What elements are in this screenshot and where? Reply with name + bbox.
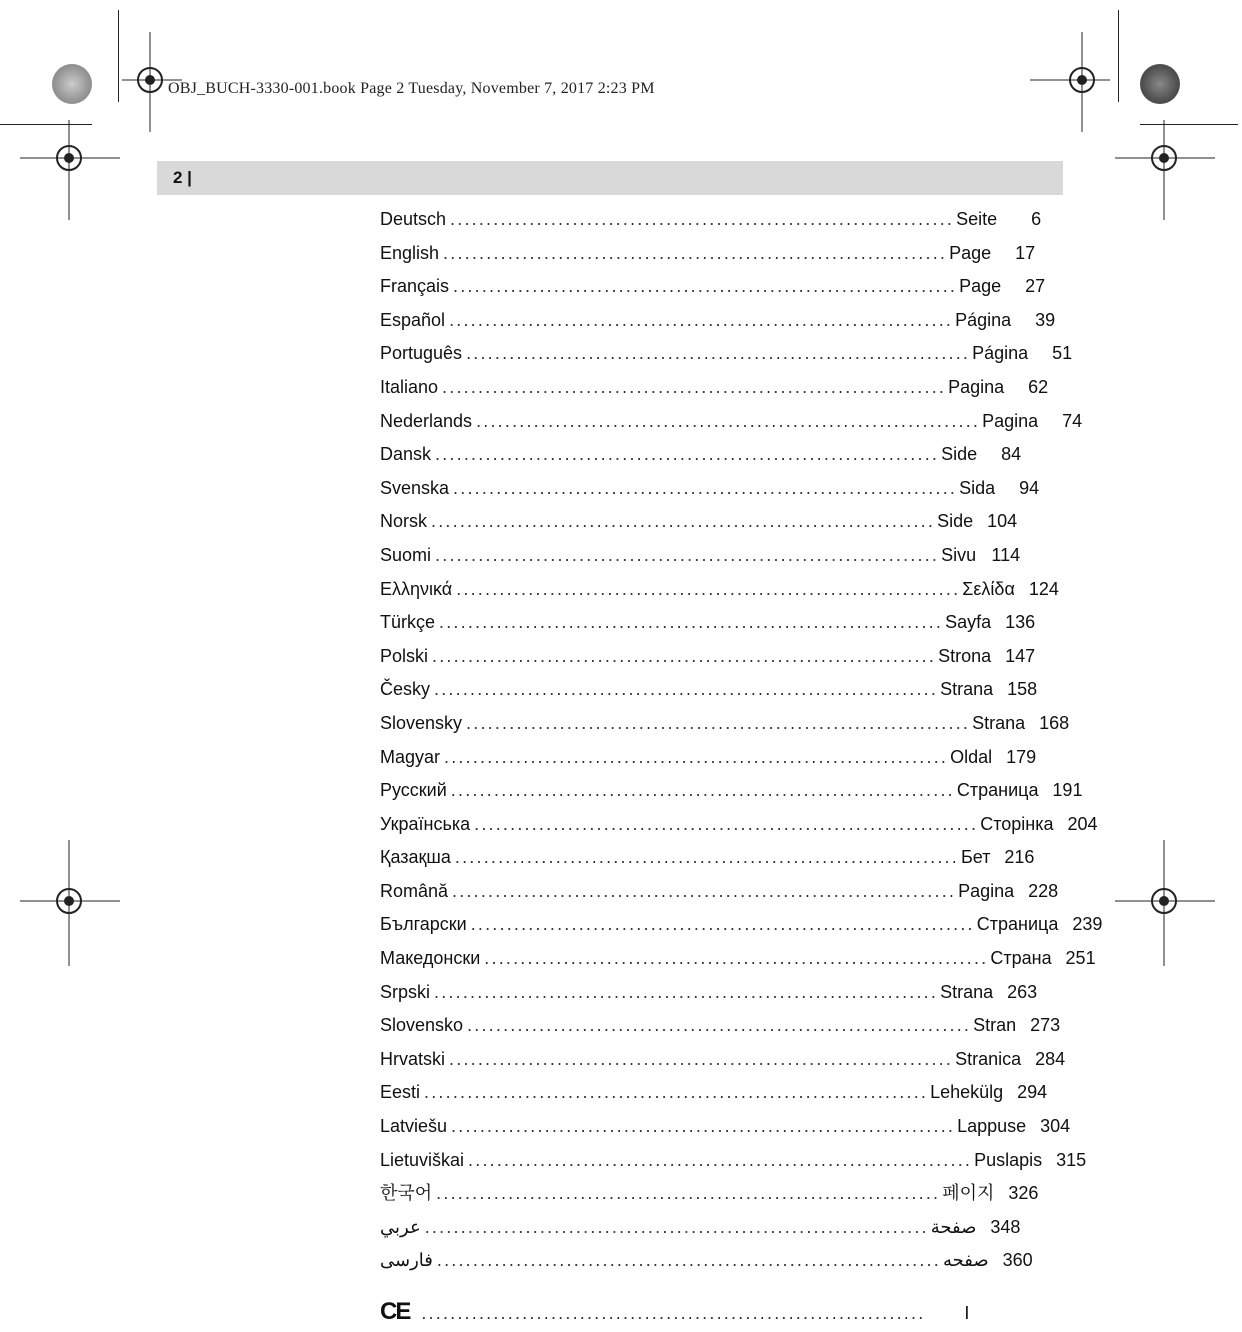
toc-page-word: Side: [941, 444, 978, 465]
toc-language: Česky: [380, 679, 431, 700]
toc-row: [380, 908, 1103, 942]
toc-page-number: 6: [1031, 209, 1042, 229]
toc-row: [380, 942, 1096, 976]
dot-leader: ......................................................................: [470, 914, 975, 935]
toc-page-word: Strana: [972, 712, 1026, 733]
toc-page-number: 263: [1007, 981, 1038, 1002]
toc-row: [380, 707, 1070, 741]
toc-page-word: Sivu: [941, 544, 977, 565]
toc-page-number: 204: [1067, 813, 1098, 834]
toc-page-number: 360: [1002, 1250, 1033, 1271]
dot-leader: ......................................................................: [450, 209, 955, 229]
toc-page-number: 294: [1017, 1082, 1048, 1103]
dot-leader: ......................................................................: [450, 780, 955, 801]
dot-leader: ......................................................................: [453, 276, 958, 297]
dot-leader: ......................................................................: [453, 477, 958, 498]
toc-row: [380, 673, 1038, 707]
toc-language: Русский: [380, 780, 447, 801]
toc-page-word: Pagina: [982, 410, 1039, 431]
dot-leader: ......................................................................: [452, 880, 957, 901]
toc-language: Svenska: [380, 477, 450, 498]
dot-leader: ......................................................................: [434, 679, 939, 700]
toc-language: Nederlands: [380, 410, 473, 431]
toc-row: [380, 1009, 1061, 1043]
toc-page-word: Страна: [990, 948, 1052, 969]
toc-page-word: Strona: [938, 645, 992, 666]
toc-language: Română: [380, 880, 449, 901]
toc-language: فارسی: [380, 1250, 433, 1271]
toc-page-number: 84: [1001, 444, 1022, 465]
toc-row: [380, 438, 1022, 472]
toc-row: [380, 1244, 1033, 1278]
toc-row: [380, 640, 1036, 674]
toc-page-word: Stran: [973, 1015, 1017, 1036]
toc-page-number: 27: [1025, 276, 1046, 297]
toc-page-word: Lappuse: [957, 1116, 1027, 1137]
dot-leader: ......................................................................: [449, 1048, 954, 1069]
dot-leader: ......................................................................: [421, 1303, 926, 1323]
dot-leader: ......................................................................: [442, 376, 947, 397]
toc-row: [380, 875, 1059, 909]
dot-leader: ......................................................................: [435, 544, 940, 565]
toc-row: [380, 976, 1038, 1010]
toc-page-number: 136: [1005, 612, 1036, 633]
ce-page-number: I: [964, 1303, 970, 1323]
toc-language: Dansk: [380, 444, 432, 465]
language-table-of-contents: [380, 203, 1103, 1278]
toc-language: Français: [380, 276, 450, 297]
toc-page-word: Pagina: [958, 880, 1015, 901]
toc-row: [380, 1211, 1021, 1245]
toc-row: [380, 1110, 1071, 1144]
toc-page-number: 147: [1005, 645, 1036, 666]
dot-leader: ......................................................................: [476, 410, 981, 431]
grey-disc-top-left: [52, 64, 92, 104]
toc-language: Slovensky: [380, 712, 463, 733]
toc-row: [380, 405, 1083, 439]
toc-page-word: Puslapis: [974, 1149, 1043, 1170]
toc-page-word: Page: [959, 276, 1002, 297]
registration-mark-top-right: [1030, 32, 1110, 132]
toc-page-number: 158: [1007, 679, 1038, 700]
toc-row: [380, 1043, 1066, 1077]
toc-language: Polski: [380, 645, 429, 666]
toc-language: Hrvatski: [380, 1048, 446, 1069]
dot-leader: ......................................................................: [454, 847, 959, 868]
toc-page-number: 304: [1040, 1116, 1071, 1137]
dot-leader: ......................................................................: [484, 948, 989, 969]
dot-leader: ......................................................................: [449, 309, 954, 330]
toc-page-word: Página: [955, 309, 1012, 330]
dot-leader: ......................................................................: [444, 746, 949, 767]
toc-row: [380, 337, 1073, 371]
registration-mark-middle-right: [1115, 840, 1215, 970]
toc-row: [380, 606, 1036, 640]
toc-page-number: 39: [1035, 309, 1056, 330]
dot-leader: ......................................................................: [451, 1116, 956, 1137]
toc-page-word: Oldal: [950, 746, 993, 767]
toc-row: [380, 539, 1021, 573]
toc-page-word: Strana: [940, 981, 994, 1002]
toc-language: Deutsch: [380, 209, 447, 229]
toc-row: [380, 472, 1040, 506]
toc-language: Українська: [380, 813, 471, 834]
ce-mark-icon: CE: [380, 1298, 410, 1325]
toc-page-word: صفحه: [942, 1250, 989, 1271]
toc-page-number: 228: [1028, 880, 1059, 901]
toc-row: [380, 774, 1083, 808]
toc-page-number: 216: [1004, 847, 1035, 868]
toc-page-word: Stranica: [955, 1048, 1022, 1069]
toc-language: Lietuviškai: [380, 1149, 465, 1170]
dot-leader: ......................................................................: [474, 813, 979, 834]
dot-leader: ......................................................................: [435, 444, 940, 465]
toc-language: Ελληνικά: [380, 578, 453, 599]
toc-language: Slovensko: [380, 1015, 464, 1036]
toc-page-word: Sayfa: [945, 612, 992, 633]
toc-page-number: 74: [1062, 410, 1083, 431]
toc-page-word: 페이지: [942, 1183, 995, 1204]
toc-language: Español: [380, 309, 446, 330]
toc-language: Eesti: [380, 1082, 421, 1103]
dot-leader: ......................................................................: [466, 712, 971, 733]
dot-leader: ......................................................................: [436, 1250, 941, 1271]
dot-leader: ......................................................................: [424, 1082, 929, 1103]
toc-page-word: Strana: [940, 679, 994, 700]
toc-page-number: 168: [1039, 712, 1070, 733]
toc-language: Norsk: [380, 511, 428, 532]
toc-page-word: Seite: [956, 209, 998, 229]
dot-leader: ......................................................................: [466, 343, 971, 364]
toc-row: [380, 808, 1098, 842]
dot-leader: ......................................................................: [424, 1216, 929, 1237]
toc-page-number: 348: [990, 1216, 1021, 1237]
toc-language: Italiano: [380, 376, 439, 397]
dot-leader: ......................................................................: [439, 612, 944, 633]
toc-page-number: 326: [1008, 1183, 1039, 1204]
toc-page-number: 273: [1030, 1015, 1061, 1036]
toc-row: [380, 841, 1035, 875]
toc-page-number: 315: [1056, 1149, 1087, 1170]
toc-page-word: Pagina: [948, 376, 1005, 397]
toc-page-word: Side: [937, 511, 974, 532]
dot-leader: ......................................................................: [443, 242, 948, 263]
toc-language: عربي: [380, 1216, 421, 1237]
toc-row: [380, 371, 1049, 405]
dot-leader: ......................................................................: [432, 645, 937, 666]
toc-row: [380, 741, 1037, 775]
toc-row: [380, 1144, 1087, 1178]
toc-row: [380, 203, 1042, 237]
toc-row: [380, 270, 1046, 304]
registration-mark-middle-left: [20, 840, 120, 970]
toc-page-number: 17: [1015, 242, 1036, 263]
grey-disc-top-right: [1140, 64, 1180, 104]
ce-entry: [380, 1298, 970, 1326]
toc-row: [380, 304, 1056, 338]
toc-page-number: 239: [1072, 914, 1103, 935]
print-header: OBJ_BUCH-3330-001.book Page 2 Tuesday, November 7, 2017 2:23 PM: [168, 80, 655, 97]
toc-page-number: 191: [1052, 780, 1083, 801]
toc-row: [380, 1076, 1048, 1110]
toc-language: Български: [380, 914, 467, 935]
registration-mark-upper-right: [1115, 120, 1215, 220]
toc-page-number: 62: [1028, 376, 1049, 397]
toc-page-number: 51: [1052, 343, 1073, 364]
toc-language: 한국어: [380, 1183, 433, 1204]
dot-leader: ......................................................................: [467, 1015, 972, 1036]
toc-language: Latviešu: [380, 1116, 448, 1137]
toc-page-word: Страница: [976, 914, 1059, 935]
crop-mark-top-right-vertical: [1118, 10, 1119, 102]
dot-leader: ......................................................................: [456, 578, 961, 599]
toc-page-word: Σελίδα: [962, 578, 1015, 599]
toc-page-word: Sida: [959, 477, 996, 498]
toc-page-word: صفحة: [930, 1216, 977, 1237]
toc-language: English: [380, 242, 440, 263]
toc-page-number: 251: [1065, 948, 1096, 969]
toc-page-word: Page: [949, 242, 992, 263]
toc-page-number: 114: [991, 544, 1021, 565]
toc-page-word: Страница: [956, 780, 1039, 801]
toc-page-word: Бет: [960, 847, 991, 868]
toc-row: [380, 237, 1036, 271]
toc-language: Suomi: [380, 544, 432, 565]
toc-page-number: 284: [1035, 1048, 1066, 1069]
toc-row: [380, 505, 1018, 539]
toc-language: Português: [380, 343, 463, 364]
toc-page-number: 179: [1006, 746, 1037, 767]
page-header-bar: [157, 161, 1063, 195]
toc-language: Türkçe: [380, 612, 436, 633]
toc-page-word: Lehekülg: [930, 1082, 1004, 1103]
dot-leader: ......................................................................: [468, 1149, 973, 1170]
crop-mark-top-left-vertical: [118, 10, 119, 102]
toc-row: [380, 573, 1059, 607]
toc-page-word: Página: [972, 343, 1029, 364]
toc-page-number: 124: [1028, 578, 1059, 599]
toc-page-number: 104: [987, 511, 1018, 532]
page-number: 2 |: [173, 168, 192, 187]
toc-language: Magyar: [380, 746, 441, 767]
registration-mark-upper-left: [20, 120, 120, 220]
toc-row: [380, 1177, 1039, 1211]
toc-page-word: Сторінка: [980, 813, 1054, 834]
dot-leader: ......................................................................: [431, 511, 936, 532]
toc-language: Қазақша: [380, 847, 451, 868]
toc-language: Srpski: [380, 981, 431, 1002]
dot-leader: ......................................................................: [436, 1183, 941, 1204]
dot-leader: ......................................................................: [434, 981, 939, 1002]
toc-page-number: 94: [1019, 477, 1040, 498]
toc-language: Македонски: [380, 948, 481, 969]
